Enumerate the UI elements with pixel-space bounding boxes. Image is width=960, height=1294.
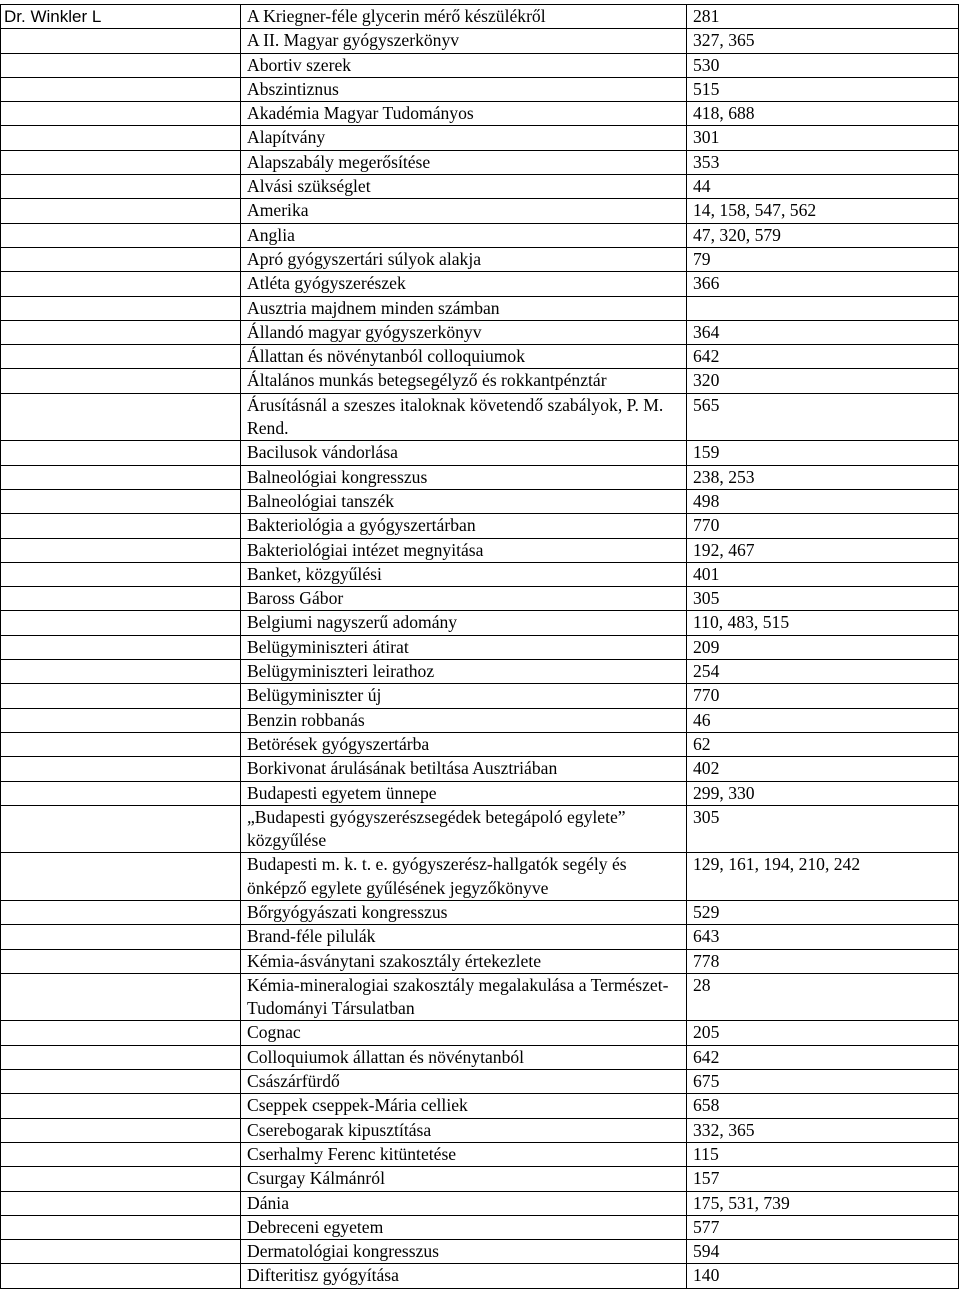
- page-numbers-cell: 209: [687, 635, 959, 659]
- table-row: [1, 1191, 959, 1215]
- page-numbers-cell: 327, 365: [687, 29, 959, 53]
- topic-cell: Bakteriológiai intézet megnyitása: [241, 538, 687, 562]
- topic-cell: Bőrgyógyászati kongresszus: [241, 900, 687, 924]
- page-numbers-cell: 353: [687, 150, 959, 174]
- topic-cell: Difteritisz gyógyítása: [241, 1264, 687, 1288]
- table-row: [1, 102, 959, 126]
- page-numbers-cell: 62: [687, 732, 959, 756]
- table-row: [1, 489, 959, 513]
- topic-cell: Belügyminiszteri leirathoz: [241, 660, 687, 684]
- table-row: [1, 1021, 959, 1045]
- topic-cell: Baross Gábor: [241, 587, 687, 611]
- topic-cell: Csurgay Kálmánról: [241, 1167, 687, 1191]
- author-cell: [1, 562, 241, 586]
- page-numbers-cell: 515: [687, 77, 959, 101]
- page-numbers-cell: 530: [687, 53, 959, 77]
- page-numbers-cell: 320: [687, 369, 959, 393]
- author-cell: [1, 1094, 241, 1118]
- topic-cell: Cserebogarak kipusztítása: [241, 1118, 687, 1142]
- topic-cell: Belügyminiszteri átirat: [241, 635, 687, 659]
- page-numbers-cell: 418, 688: [687, 102, 959, 126]
- topic-cell: Budapesti egyetem ünnepe: [241, 781, 687, 805]
- table-row: [1, 635, 959, 659]
- table-row: [1, 272, 959, 296]
- author-cell: [1, 199, 241, 223]
- topic-cell: Belgiumi nagyszerű adomány: [241, 611, 687, 635]
- topic-cell: Abortiv szerek: [241, 53, 687, 77]
- author-cell: [1, 102, 241, 126]
- table-row: [1, 1240, 959, 1264]
- author-cell: [1, 296, 241, 320]
- topic-cell: Balneológiai tanszék: [241, 489, 687, 513]
- table-row: [1, 1264, 959, 1288]
- topic-cell: Anglia: [241, 223, 687, 247]
- table-row: [1, 805, 959, 853]
- table-row: [1, 973, 959, 1021]
- table-row: [1, 320, 959, 344]
- topic-cell: Atléta gyógyszerészek: [241, 272, 687, 296]
- table-row: [1, 757, 959, 781]
- author-cell: [1, 126, 241, 150]
- topic-cell: Cseppek cseppek-Mária celliek: [241, 1094, 687, 1118]
- author-cell: [1, 660, 241, 684]
- table-row: [1, 1167, 959, 1191]
- table-row: [1, 296, 959, 320]
- author-cell: [1, 732, 241, 756]
- page-numbers-cell: 305: [687, 587, 959, 611]
- author-cell: [1, 1070, 241, 1094]
- topic-cell: Dermatológiai kongresszus: [241, 1240, 687, 1264]
- author-cell: [1, 247, 241, 271]
- topic-cell: Debreceni egyetem: [241, 1215, 687, 1239]
- author-cell: [1, 949, 241, 973]
- page-numbers-cell: 79: [687, 247, 959, 271]
- page-numbers-cell: 159: [687, 441, 959, 465]
- page-numbers-cell: 643: [687, 925, 959, 949]
- author-cell: [1, 1142, 241, 1166]
- page-numbers-cell: 498: [687, 489, 959, 513]
- table-row: [1, 53, 959, 77]
- table-row: [1, 1118, 959, 1142]
- author-cell: [1, 538, 241, 562]
- page-numbers-cell: 658: [687, 1094, 959, 1118]
- page-numbers-cell: 770: [687, 684, 959, 708]
- topic-cell: Akadémia Magyar Tudományos: [241, 102, 687, 126]
- author-cell: [1, 53, 241, 77]
- table-row: [1, 781, 959, 805]
- author-cell: [1, 587, 241, 611]
- topic-cell: A Kriegner-féle glycerin mérő készülékről: [241, 5, 687, 29]
- table-row: [1, 611, 959, 635]
- table-row: [1, 587, 959, 611]
- topic-cell: Cserhalmy Ferenc kitüntetése: [241, 1142, 687, 1166]
- page-numbers-cell: 175, 531, 739: [687, 1191, 959, 1215]
- topic-cell: Betörések gyógyszertárba: [241, 732, 687, 756]
- topic-cell: Bacilusok vándorlása: [241, 441, 687, 465]
- table-row: [1, 562, 959, 586]
- author-cell: [1, 684, 241, 708]
- topic-cell: Benzin robbanás: [241, 708, 687, 732]
- page-numbers-cell: 529: [687, 900, 959, 924]
- page-numbers-cell: 594: [687, 1240, 959, 1264]
- author-cell: [1, 757, 241, 781]
- topic-cell: Budapesti m. k. t. e. gyógyszerész-hallgatók segély és önképző egylete gyűlésének jegyzőkönyve: [241, 853, 687, 901]
- topic-cell: Alapszabály megerősítése: [241, 150, 687, 174]
- author-cell: [1, 805, 241, 853]
- page-numbers-cell: 140: [687, 1264, 959, 1288]
- page-numbers-cell: 110, 483, 515: [687, 611, 959, 635]
- topic-cell: Császárfürdő: [241, 1070, 687, 1094]
- topic-cell: Balneológiai kongresszus: [241, 465, 687, 489]
- table-row: [1, 77, 959, 101]
- table-row: [1, 1215, 959, 1239]
- page-numbers-cell: 129, 161, 194, 210, 242: [687, 853, 959, 901]
- author-cell: [1, 1167, 241, 1191]
- table-row: [1, 223, 959, 247]
- topic-cell: Állattan és növénytanból colloquiumok: [241, 345, 687, 369]
- table-row: [1, 345, 959, 369]
- author-cell: [1, 320, 241, 344]
- page-numbers-cell: 254: [687, 660, 959, 684]
- topic-cell: Amerika: [241, 199, 687, 223]
- table-row: [1, 853, 959, 901]
- page-numbers-cell: 301: [687, 126, 959, 150]
- topic-cell: Brand-féle pilulák: [241, 925, 687, 949]
- topic-cell: Kémia-ásványtani szakosztály értekezlete: [241, 949, 687, 973]
- page-numbers-cell: 299, 330: [687, 781, 959, 805]
- topic-cell: Alvási szükséglet: [241, 175, 687, 199]
- table-row: [1, 150, 959, 174]
- table-row: [1, 126, 959, 150]
- index-table: [0, 4, 959, 1289]
- page-numbers-cell: 401: [687, 562, 959, 586]
- author-cell: [1, 223, 241, 247]
- table-row: [1, 949, 959, 973]
- author-cell: Dr. Winkler L: [1, 5, 241, 29]
- page-numbers-cell: 402: [687, 757, 959, 781]
- table-row: [1, 5, 959, 29]
- table-row: [1, 441, 959, 465]
- page-numbers-cell: 675: [687, 1070, 959, 1094]
- author-cell: [1, 781, 241, 805]
- table-row: [1, 708, 959, 732]
- topic-cell: Ausztria majdnem minden számban: [241, 296, 687, 320]
- topic-cell: A II. Magyar gyógyszerkönyv: [241, 29, 687, 53]
- page-numbers-cell: 642: [687, 345, 959, 369]
- author-cell: [1, 708, 241, 732]
- table-row: [1, 393, 959, 441]
- author-cell: [1, 441, 241, 465]
- table-row: [1, 900, 959, 924]
- table-row: [1, 247, 959, 271]
- author-cell: [1, 1264, 241, 1288]
- author-cell: [1, 1118, 241, 1142]
- page-numbers-cell: 46: [687, 708, 959, 732]
- author-cell: [1, 635, 241, 659]
- page-numbers-cell: 47, 320, 579: [687, 223, 959, 247]
- table-row: [1, 1070, 959, 1094]
- author-cell: [1, 514, 241, 538]
- author-cell: [1, 272, 241, 296]
- page-numbers-cell: 238, 253: [687, 465, 959, 489]
- author-cell: [1, 150, 241, 174]
- topic-cell: Abszintiznus: [241, 77, 687, 101]
- page-numbers-cell: 642: [687, 1045, 959, 1069]
- author-cell: [1, 345, 241, 369]
- author-cell: [1, 369, 241, 393]
- author-cell: [1, 1240, 241, 1264]
- page-numbers-cell: 305: [687, 805, 959, 853]
- author-cell: [1, 1191, 241, 1215]
- author-cell: [1, 1021, 241, 1045]
- page-numbers-cell: 281: [687, 5, 959, 29]
- author-cell: [1, 973, 241, 1021]
- table-row: [1, 175, 959, 199]
- page-numbers-cell: 577: [687, 1215, 959, 1239]
- table-row: [1, 199, 959, 223]
- page-numbers-cell: 14, 158, 547, 562: [687, 199, 959, 223]
- topic-cell: Alapítvány: [241, 126, 687, 150]
- topic-cell: Apró gyógyszertári súlyok alakja: [241, 247, 687, 271]
- page-numbers-cell: 205: [687, 1021, 959, 1045]
- author-cell: [1, 77, 241, 101]
- table-row: [1, 1142, 959, 1166]
- page-numbers-cell: [687, 296, 959, 320]
- topic-cell: „Budapesti gyógyszerészsegédek betegápoló egylete” közgyűlése: [241, 805, 687, 853]
- topic-cell: Kémia-mineralogiai szakosztály megalakulása a Természet-Tudományi Társulatban: [241, 973, 687, 1021]
- page-numbers-cell: 778: [687, 949, 959, 973]
- author-cell: [1, 175, 241, 199]
- page-numbers-cell: 157: [687, 1167, 959, 1191]
- topic-cell: Cognac: [241, 1021, 687, 1045]
- author-cell: [1, 925, 241, 949]
- table-row: [1, 925, 959, 949]
- table-row: [1, 514, 959, 538]
- author-cell: [1, 393, 241, 441]
- author-cell: [1, 1045, 241, 1069]
- page-numbers-cell: 44: [687, 175, 959, 199]
- index-table-body: [1, 5, 959, 1289]
- topic-cell: Általános munkás betegsegélyző és rokkantpénztár: [241, 369, 687, 393]
- author-cell: [1, 29, 241, 53]
- topic-cell: Colloquiumok állattan és növénytanból: [241, 1045, 687, 1069]
- table-row: [1, 465, 959, 489]
- topic-cell: Dánia: [241, 1191, 687, 1215]
- table-row: [1, 29, 959, 53]
- topic-cell: Árusításnál a szeszes italoknak követendő szabályok, P. M. Rend.: [241, 393, 687, 441]
- page-numbers-cell: 565: [687, 393, 959, 441]
- table-row: [1, 684, 959, 708]
- author-cell: [1, 900, 241, 924]
- table-row: [1, 369, 959, 393]
- page-numbers-cell: 28: [687, 973, 959, 1021]
- page-numbers-cell: 332, 365: [687, 1118, 959, 1142]
- author-cell: [1, 611, 241, 635]
- page-numbers-cell: 192, 467: [687, 538, 959, 562]
- page-numbers-cell: 115: [687, 1142, 959, 1166]
- page-numbers-cell: 770: [687, 514, 959, 538]
- index-document: [0, 4, 959, 1289]
- table-row: [1, 1045, 959, 1069]
- table-row: [1, 732, 959, 756]
- topic-cell: Banket, közgyűlési: [241, 562, 687, 586]
- author-cell: [1, 489, 241, 513]
- topic-cell: Belügyminiszter új: [241, 684, 687, 708]
- table-row: [1, 1094, 959, 1118]
- topic-cell: Bakteriológia a gyógyszertárban: [241, 514, 687, 538]
- page-numbers-cell: 364: [687, 320, 959, 344]
- author-cell: [1, 853, 241, 901]
- author-cell: [1, 465, 241, 489]
- table-row: [1, 538, 959, 562]
- page-numbers-cell: 366: [687, 272, 959, 296]
- topic-cell: Borkivonat árulásának betiltása Ausztriában: [241, 757, 687, 781]
- author-cell: [1, 1215, 241, 1239]
- topic-cell: Állandó magyar gyógyszerkönyv: [241, 320, 687, 344]
- table-row: [1, 660, 959, 684]
